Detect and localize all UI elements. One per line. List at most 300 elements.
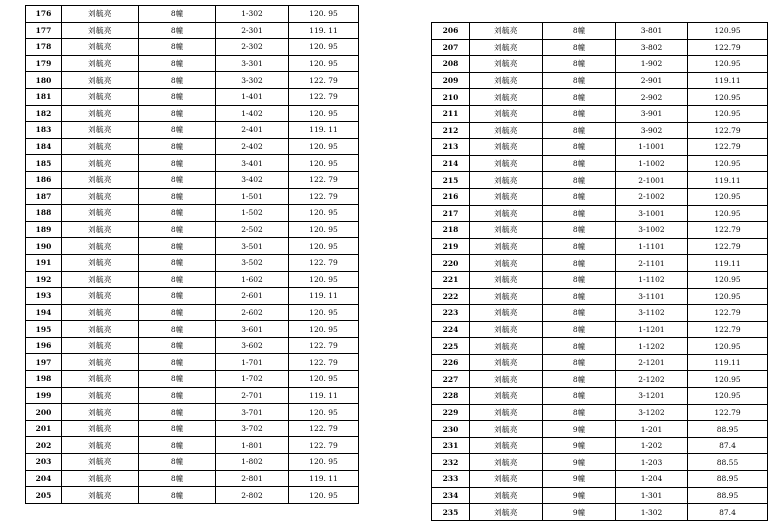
table-row — [432, 172, 768, 189]
building-cell: 8幢 — [543, 89, 616, 106]
table-row — [432, 305, 768, 322]
area-cell: 120.95 — [688, 105, 768, 122]
area-cell: 119. 11 — [289, 122, 359, 139]
unit-no-cell: 2-1002 — [616, 188, 688, 205]
owner-name-cell: 刘毓亮 — [62, 371, 139, 388]
table-row — [432, 288, 768, 305]
area-cell: 120.95 — [688, 388, 768, 405]
table-row — [432, 271, 768, 288]
building-cell: 8幢 — [543, 23, 616, 40]
owner-name-cell: 刘毓亮 — [62, 238, 139, 255]
seq-no-cell: 190 — [26, 238, 62, 255]
owner-name-cell: 刘毓亮 — [62, 254, 139, 271]
unit-no-cell: 2-1001 — [616, 172, 688, 189]
seq-no-cell: 222 — [432, 288, 470, 305]
seq-no-cell: 207 — [432, 39, 470, 56]
table-row — [26, 420, 359, 437]
area-cell: 120.95 — [688, 288, 768, 305]
area-cell: 122.79 — [688, 222, 768, 239]
area-cell: 120. 95 — [289, 55, 359, 72]
seq-no-cell: 203 — [26, 454, 62, 471]
seq-no-cell: 234 — [432, 487, 470, 504]
unit-no-cell: 3-702 — [216, 420, 289, 437]
unit-no-cell: 2-901 — [616, 72, 688, 89]
table-row — [26, 487, 359, 504]
seq-no-cell: 179 — [26, 55, 62, 72]
area-cell: 122. 79 — [289, 88, 359, 105]
building-cell: 8幢 — [139, 238, 216, 255]
building-cell: 8幢 — [139, 138, 216, 155]
table-row — [432, 56, 768, 73]
area-cell: 120. 95 — [289, 155, 359, 172]
owner-name-cell: 刘毓亮 — [62, 188, 139, 205]
owner-name-cell: 刘毓亮 — [62, 205, 139, 222]
unit-no-cell: 2-402 — [216, 138, 289, 155]
unit-no-cell: 1-802 — [216, 454, 289, 471]
building-cell: 8幢 — [543, 288, 616, 305]
area-cell: 120. 95 — [289, 271, 359, 288]
seq-no-cell: 187 — [26, 188, 62, 205]
area-cell: 120. 95 — [289, 487, 359, 504]
building-cell: 8幢 — [139, 487, 216, 504]
seq-no-cell: 215 — [432, 172, 470, 189]
seq-no-cell: 209 — [432, 72, 470, 89]
unit-no-cell: 2-502 — [216, 221, 289, 238]
owner-name-cell: 刘毓亮 — [470, 338, 543, 355]
owner-name-cell: 刘毓亮 — [62, 22, 139, 39]
owner-name-cell: 刘毓亮 — [470, 288, 543, 305]
seq-no-cell: 210 — [432, 89, 470, 106]
table-row — [26, 39, 359, 56]
table-row — [26, 88, 359, 105]
area-cell: 122. 79 — [289, 337, 359, 354]
building-cell: 8幢 — [139, 321, 216, 338]
building-cell: 8幢 — [139, 454, 216, 471]
unit-no-cell: 3-601 — [216, 321, 289, 338]
table-row — [26, 470, 359, 487]
area-cell: 122. 79 — [289, 420, 359, 437]
area-cell: 122. 79 — [289, 437, 359, 454]
unit-no-cell: 2-1202 — [616, 371, 688, 388]
area-cell: 122. 79 — [289, 72, 359, 89]
area-cell: 119. 11 — [289, 288, 359, 305]
area-cell: 87.4 — [688, 437, 768, 454]
table-row — [432, 371, 768, 388]
seq-no-cell: 196 — [26, 337, 62, 354]
unit-no-cell: 1-201 — [616, 421, 688, 438]
owner-name-cell: 刘毓亮 — [62, 288, 139, 305]
area-cell: 119.11 — [688, 172, 768, 189]
table-row — [432, 139, 768, 156]
table-row — [432, 188, 768, 205]
seq-no-cell: 177 — [26, 22, 62, 39]
table-row — [432, 388, 768, 405]
unit-no-cell: 3-1001 — [616, 205, 688, 222]
unit-no-cell: 3-301 — [216, 55, 289, 72]
table-row — [432, 421, 768, 438]
building-cell: 9幢 — [543, 471, 616, 488]
table-row — [26, 254, 359, 271]
area-cell: 120. 95 — [289, 304, 359, 321]
unit-no-cell: 3-1202 — [616, 404, 688, 421]
owner-name-cell: 刘毓亮 — [470, 371, 543, 388]
owner-name-cell: 刘毓亮 — [62, 88, 139, 105]
building-cell: 8幢 — [543, 404, 616, 421]
building-cell: 9幢 — [543, 454, 616, 471]
unit-no-cell: 1-702 — [216, 371, 289, 388]
unit-no-cell: 2-302 — [216, 39, 289, 56]
seq-no-cell: 194 — [26, 304, 62, 321]
building-cell: 8幢 — [543, 155, 616, 172]
owner-name-cell: 刘毓亮 — [62, 387, 139, 404]
seq-no-cell: 205 — [26, 487, 62, 504]
area-cell: 120. 95 — [289, 138, 359, 155]
building-cell: 8幢 — [139, 205, 216, 222]
area-cell: 120.95 — [688, 155, 768, 172]
building-cell: 8幢 — [543, 222, 616, 239]
seq-no-cell: 202 — [26, 437, 62, 454]
seq-no-cell: 214 — [432, 155, 470, 172]
seq-no-cell: 182 — [26, 105, 62, 122]
owner-name-cell: 刘毓亮 — [62, 39, 139, 56]
table-row — [432, 222, 768, 239]
area-cell: 120.95 — [688, 188, 768, 205]
area-cell: 119.11 — [688, 255, 768, 272]
area-cell: 120. 95 — [289, 39, 359, 56]
owner-name-cell: 刘毓亮 — [470, 72, 543, 89]
seq-no-cell: 228 — [432, 388, 470, 405]
seq-no-cell: 235 — [432, 504, 470, 521]
building-cell: 8幢 — [543, 188, 616, 205]
unit-no-cell: 3-401 — [216, 155, 289, 172]
table-row — [26, 387, 359, 404]
owner-name-cell: 刘毓亮 — [470, 271, 543, 288]
unit-no-cell: 1-502 — [216, 205, 289, 222]
unit-no-cell: 2-1201 — [616, 354, 688, 371]
area-cell: 122.79 — [688, 321, 768, 338]
building-cell: 8幢 — [543, 321, 616, 338]
seq-no-cell: 206 — [432, 23, 470, 40]
table-row — [26, 171, 359, 188]
unit-no-cell: 3-502 — [216, 254, 289, 271]
seq-no-cell: 212 — [432, 122, 470, 139]
owner-name-cell: 刘毓亮 — [62, 221, 139, 238]
unit-no-cell: 2-801 — [216, 470, 289, 487]
building-cell: 8幢 — [543, 105, 616, 122]
area-cell: 120.95 — [688, 89, 768, 106]
area-cell: 119. 11 — [289, 470, 359, 487]
seq-no-cell: 180 — [26, 72, 62, 89]
building-cell: 8幢 — [139, 221, 216, 238]
area-cell: 120. 95 — [289, 221, 359, 238]
owner-name-cell: 刘毓亮 — [62, 155, 139, 172]
unit-no-cell: 1-204 — [616, 471, 688, 488]
seq-no-cell: 176 — [26, 6, 62, 23]
unit-no-cell: 1-501 — [216, 188, 289, 205]
area-cell: 122.79 — [688, 305, 768, 322]
unit-no-cell: 1-402 — [216, 105, 289, 122]
table-row — [432, 23, 768, 40]
seq-no-cell: 184 — [26, 138, 62, 155]
table-row — [26, 437, 359, 454]
owner-name-cell: 刘毓亮 — [62, 122, 139, 139]
unit-no-cell: 1-1201 — [616, 321, 688, 338]
area-cell: 87.4 — [688, 504, 768, 521]
building-cell: 8幢 — [543, 122, 616, 139]
building-cell: 8幢 — [543, 371, 616, 388]
building-cell: 8幢 — [543, 139, 616, 156]
table-row — [26, 221, 359, 238]
table-row — [432, 338, 768, 355]
seq-no-cell: 183 — [26, 122, 62, 139]
building-cell: 9幢 — [543, 437, 616, 454]
unit-no-cell: 3-801 — [616, 23, 688, 40]
right-table-body — [432, 23, 768, 521]
unit-no-cell: 2-401 — [216, 122, 289, 139]
area-cell: 120.95 — [688, 371, 768, 388]
table-row — [432, 89, 768, 106]
unit-no-cell: 1-1102 — [616, 271, 688, 288]
owner-name-cell: 刘毓亮 — [470, 404, 543, 421]
owner-name-cell: 刘毓亮 — [62, 354, 139, 371]
table-row — [26, 337, 359, 354]
building-cell: 8幢 — [543, 338, 616, 355]
unit-no-cell: 1-401 — [216, 88, 289, 105]
owner-name-cell: 刘毓亮 — [470, 421, 543, 438]
area-cell: 120.95 — [688, 56, 768, 73]
owner-name-cell: 刘毓亮 — [470, 437, 543, 454]
area-cell: 119. 11 — [289, 387, 359, 404]
owner-name-cell: 刘毓亮 — [62, 271, 139, 288]
right-table — [431, 22, 768, 521]
area-cell: 88.95 — [688, 487, 768, 504]
seq-no-cell: 188 — [26, 205, 62, 222]
area-cell: 120. 95 — [289, 6, 359, 23]
building-cell: 8幢 — [543, 72, 616, 89]
table-row — [26, 288, 359, 305]
owner-name-cell: 刘毓亮 — [62, 138, 139, 155]
table-row — [26, 22, 359, 39]
area-cell: 122.79 — [688, 122, 768, 139]
building-cell: 8幢 — [139, 254, 216, 271]
unit-no-cell: 2-701 — [216, 387, 289, 404]
table-row — [432, 238, 768, 255]
building-cell: 8幢 — [139, 304, 216, 321]
owner-name-cell: 刘毓亮 — [470, 23, 543, 40]
owner-name-cell: 刘毓亮 — [62, 321, 139, 338]
building-cell: 8幢 — [543, 388, 616, 405]
building-cell: 8幢 — [139, 39, 216, 56]
table-row — [432, 321, 768, 338]
area-cell: 119.11 — [688, 72, 768, 89]
building-cell: 8幢 — [139, 72, 216, 89]
owner-name-cell: 刘毓亮 — [470, 471, 543, 488]
table-row — [26, 122, 359, 139]
table-row — [26, 238, 359, 255]
seq-no-cell: 198 — [26, 371, 62, 388]
unit-no-cell: 3-1201 — [616, 388, 688, 405]
table-row — [432, 39, 768, 56]
unit-no-cell: 2-602 — [216, 304, 289, 321]
table-row — [26, 138, 359, 155]
owner-name-cell: 刘毓亮 — [62, 404, 139, 421]
seq-no-cell: 195 — [26, 321, 62, 338]
unit-no-cell: 1-302 — [616, 504, 688, 521]
seq-no-cell: 226 — [432, 354, 470, 371]
unit-no-cell: 1-1202 — [616, 338, 688, 355]
seq-no-cell: 204 — [26, 470, 62, 487]
building-cell: 8幢 — [139, 337, 216, 354]
left-table-body — [26, 6, 359, 504]
seq-no-cell: 231 — [432, 437, 470, 454]
table-row — [432, 437, 768, 454]
building-cell: 8幢 — [139, 420, 216, 437]
building-cell: 8幢 — [139, 55, 216, 72]
owner-name-cell: 刘毓亮 — [470, 238, 543, 255]
owner-name-cell: 刘毓亮 — [470, 321, 543, 338]
seq-no-cell: 233 — [432, 471, 470, 488]
table-row — [26, 454, 359, 471]
unit-no-cell: 2-1101 — [616, 255, 688, 272]
area-cell: 88.55 — [688, 454, 768, 471]
seq-no-cell: 227 — [432, 371, 470, 388]
unit-no-cell: 1-1002 — [616, 155, 688, 172]
seq-no-cell: 232 — [432, 454, 470, 471]
table-row — [432, 354, 768, 371]
owner-name-cell: 刘毓亮 — [470, 504, 543, 521]
unit-no-cell: 1-202 — [616, 437, 688, 454]
area-cell: 120.95 — [688, 338, 768, 355]
table-row — [26, 72, 359, 89]
building-cell: 8幢 — [139, 88, 216, 105]
unit-no-cell: 2-601 — [216, 288, 289, 305]
area-cell: 120. 95 — [289, 454, 359, 471]
owner-name-cell: 刘毓亮 — [470, 122, 543, 139]
seq-no-cell: 219 — [432, 238, 470, 255]
area-cell: 120.95 — [688, 271, 768, 288]
table-row — [432, 454, 768, 471]
building-cell: 8幢 — [139, 354, 216, 371]
table-row — [26, 404, 359, 421]
owner-name-cell: 刘毓亮 — [470, 305, 543, 322]
building-cell: 8幢 — [139, 470, 216, 487]
seq-no-cell: 181 — [26, 88, 62, 105]
area-cell: 119.11 — [688, 354, 768, 371]
owner-name-cell: 刘毓亮 — [470, 205, 543, 222]
building-cell: 8幢 — [139, 22, 216, 39]
area-cell: 120. 95 — [289, 404, 359, 421]
area-cell: 122.79 — [688, 39, 768, 56]
unit-no-cell: 3-602 — [216, 337, 289, 354]
table-row — [26, 354, 359, 371]
table-row — [432, 72, 768, 89]
seq-no-cell: 178 — [26, 39, 62, 56]
unit-no-cell: 1-602 — [216, 271, 289, 288]
seq-no-cell: 185 — [26, 155, 62, 172]
seq-no-cell: 197 — [26, 354, 62, 371]
building-cell: 8幢 — [139, 122, 216, 139]
owner-name-cell: 刘毓亮 — [470, 105, 543, 122]
unit-no-cell: 1-701 — [216, 354, 289, 371]
area-cell: 122.79 — [688, 404, 768, 421]
table-row — [432, 205, 768, 222]
owner-name-cell: 刘毓亮 — [470, 222, 543, 239]
unit-no-cell: 3-901 — [616, 105, 688, 122]
building-cell: 8幢 — [543, 56, 616, 73]
building-cell: 8幢 — [543, 354, 616, 371]
seq-no-cell: 230 — [432, 421, 470, 438]
seq-no-cell: 225 — [432, 338, 470, 355]
unit-no-cell: 3-902 — [616, 122, 688, 139]
seq-no-cell: 193 — [26, 288, 62, 305]
building-cell: 8幢 — [543, 238, 616, 255]
building-cell: 9幢 — [543, 421, 616, 438]
building-cell: 8幢 — [543, 205, 616, 222]
owner-name-cell: 刘毓亮 — [62, 6, 139, 23]
area-cell: 120.95 — [688, 205, 768, 222]
building-cell: 8幢 — [139, 404, 216, 421]
owner-name-cell: 刘毓亮 — [62, 337, 139, 354]
owner-name-cell: 刘毓亮 — [470, 454, 543, 471]
owner-name-cell: 刘毓亮 — [470, 487, 543, 504]
unit-no-cell: 3-1101 — [616, 288, 688, 305]
table-row — [432, 404, 768, 421]
building-cell: 8幢 — [543, 172, 616, 189]
area-cell: 120. 95 — [289, 371, 359, 388]
table-row — [26, 271, 359, 288]
building-cell: 8幢 — [139, 171, 216, 188]
owner-name-cell: 刘毓亮 — [470, 56, 543, 73]
seq-no-cell: 192 — [26, 271, 62, 288]
unit-no-cell: 3-302 — [216, 72, 289, 89]
seq-no-cell: 220 — [432, 255, 470, 272]
table-row — [26, 371, 359, 388]
building-cell: 8幢 — [139, 437, 216, 454]
owner-name-cell: 刘毓亮 — [62, 487, 139, 504]
unit-no-cell: 1-801 — [216, 437, 289, 454]
area-cell: 122. 79 — [289, 171, 359, 188]
owner-name-cell: 刘毓亮 — [62, 420, 139, 437]
owner-name-cell: 刘毓亮 — [62, 105, 139, 122]
owner-name-cell: 刘毓亮 — [62, 72, 139, 89]
seq-no-cell: 201 — [26, 420, 62, 437]
area-cell: 120. 95 — [289, 238, 359, 255]
building-cell: 8幢 — [139, 6, 216, 23]
owner-name-cell: 刘毓亮 — [470, 89, 543, 106]
seq-no-cell: 186 — [26, 171, 62, 188]
seq-no-cell: 199 — [26, 387, 62, 404]
table-row — [26, 188, 359, 205]
building-cell: 8幢 — [139, 271, 216, 288]
area-cell: 122. 79 — [289, 254, 359, 271]
owner-name-cell: 刘毓亮 — [470, 155, 543, 172]
unit-no-cell: 3-402 — [216, 171, 289, 188]
table-row — [432, 504, 768, 521]
table-row — [26, 321, 359, 338]
unit-no-cell: 3-701 — [216, 404, 289, 421]
building-cell: 8幢 — [139, 288, 216, 305]
seq-no-cell: 221 — [432, 271, 470, 288]
table-row — [26, 155, 359, 172]
table-row — [26, 205, 359, 222]
owner-name-cell: 刘毓亮 — [470, 139, 543, 156]
owner-name-cell: 刘毓亮 — [470, 39, 543, 56]
unit-no-cell: 1-203 — [616, 454, 688, 471]
owner-name-cell: 刘毓亮 — [62, 55, 139, 72]
seq-no-cell: 224 — [432, 321, 470, 338]
building-cell: 9幢 — [543, 487, 616, 504]
area-cell: 88.95 — [688, 421, 768, 438]
